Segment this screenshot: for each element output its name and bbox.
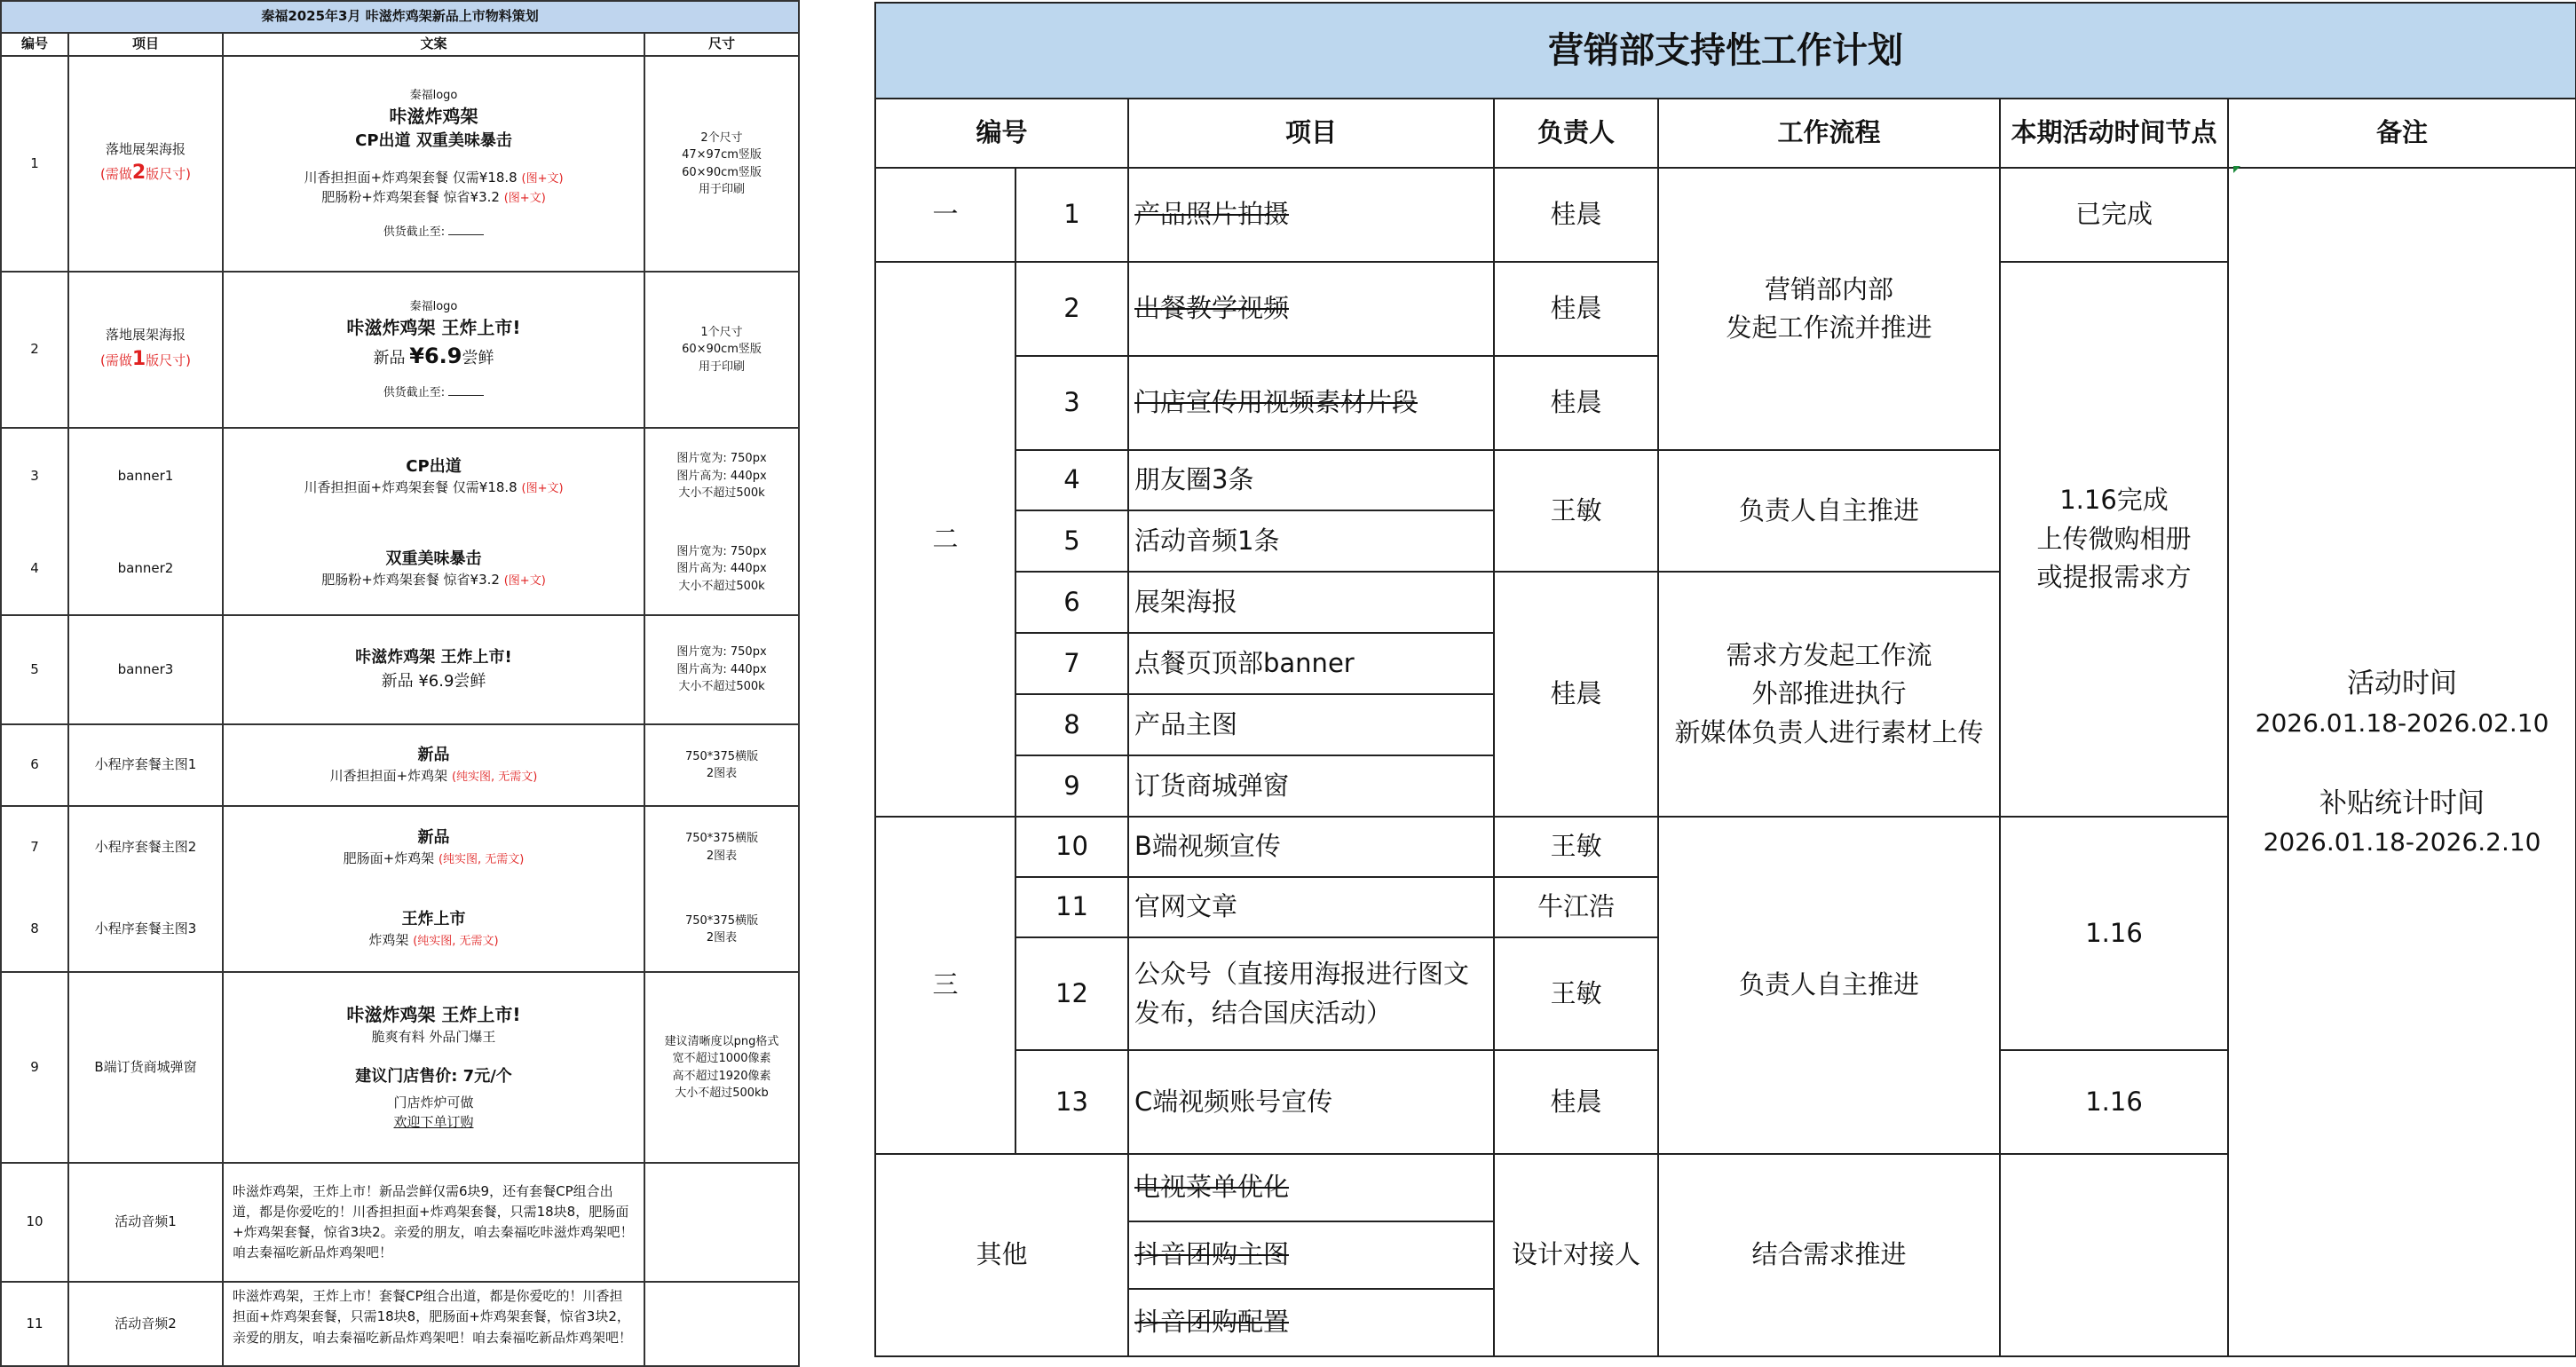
row-item[interactable]: banner2 [68,524,223,615]
right-sheet-title: 营销部支持性工作计划 [875,3,2576,99]
marketing-plan-table [874,2,2576,1357]
left-sheet [0,0,845,1367]
copy-title: 新品 [417,827,450,847]
copy-footer: 供货截止至: [224,224,644,241]
empty-cell [799,724,846,806]
size-line: 60×90cm竖版 [682,165,762,179]
row-item[interactable]: 朋友圈3条 [1128,450,1494,510]
left-header-row [1,33,846,56]
row-number[interactable]: 11 [1,1282,68,1366]
copy-line: 肥肠粉+炸鸡架套餐 惊省¥3.2 (图+文) [321,189,546,206]
size-line: 高不超过1920像素 [672,1069,771,1083]
activity-time-label: 活动时间 [2347,668,2458,699]
notes-cell[interactable] [2228,168,2576,1356]
row-number[interactable]: 12 [1015,937,1128,1050]
empty-cell [799,524,846,615]
size-line: 大小不超过500kb [675,1086,769,1100]
header-item[interactable]: 项目 [68,33,223,56]
timeline-line: 或提报需求方 [2036,562,2192,593]
copy-footer: 供货截止至: [224,384,644,402]
row-size[interactable] [644,888,799,972]
row-copy[interactable] [223,428,644,524]
row-owner[interactable]: 桂晨 [1494,168,1658,262]
row-size[interactable] [644,524,799,615]
row-number[interactable]: 2 [1015,262,1128,356]
timeline-cell[interactable]: 已完成 [2000,168,2228,262]
row-item[interactable]: 展架海报 [1128,572,1494,633]
row-number[interactable]: 3 [1,428,68,524]
row-item[interactable] [68,272,223,428]
copy-subtitle: 脆爽有料 外品门爆王 [371,1029,496,1046]
copy-line: 炸鸡架 (纯实图, 无需文) [368,932,499,949]
row-size[interactable] [644,806,799,888]
table-row [1,56,846,272]
group-label[interactable]: 二 [875,262,1015,817]
logo-text: 秦福logo [409,88,458,102]
row-size[interactable] [644,724,799,806]
row-size[interactable] [644,615,799,724]
row-number[interactable]: 7 [1015,633,1128,694]
activity-time-value: 2026.01.18-2026.02.10 [2255,707,2549,738]
header-size[interactable]: 尺寸 [644,33,799,56]
row-item[interactable]: 电视菜单优化 [1128,1154,1494,1221]
size-line: 大小不超过500k [678,579,765,593]
size-line: 47×97cm竖版 [682,148,762,162]
copy-price: 新品 ¥6.9尝鲜 [373,344,494,369]
copy-line: 川香担担面+炸鸡架套餐 仅需¥18.8 (图+文) [304,170,564,186]
size-line: 2图表 [706,767,738,780]
row-copy[interactable] [223,272,644,428]
row-item[interactable] [1128,937,1494,1050]
row-number[interactable]: 10 [1015,817,1128,877]
row-owner[interactable]: 设计对接人 [1494,1154,1658,1356]
row-number[interactable]: 7 [1,806,68,888]
copy-subtitle: CP出道 双重美味暴击 [355,131,512,151]
size-line: 图片高为: 440px [676,469,767,483]
size-line: 大小不超过500k [678,680,765,694]
copy-title: 咔滋炸鸡架 王炸上市! [346,1004,521,1026]
row-item[interactable]: banner1 [68,428,223,524]
item-line: 发布，结合国庆活动） [1134,997,1393,1028]
group-label[interactable]: 三 [875,817,1015,1154]
size-line: 750*375横版 [684,913,759,928]
process-cell[interactable] [1658,572,2000,817]
process-cell[interactable] [1658,168,2000,450]
table-row [1,972,846,1163]
row-item[interactable] [68,56,223,272]
table-row [1,428,846,524]
group-label[interactable]: 一 [875,168,1015,262]
row-size[interactable] [644,1163,799,1282]
row-copy[interactable] [223,888,644,972]
logo-text: 秦福logo [409,299,458,313]
row-size[interactable] [644,272,799,428]
row-size[interactable] [644,428,799,524]
copy-title: 新品 [417,746,450,765]
header-copy[interactable]: 文案 [223,33,644,56]
copy-line: 门店炸炉可做 [393,1094,474,1111]
row-number[interactable]: 9 [1015,755,1128,817]
size-line: 2个尺寸 [700,130,743,145]
empty-cell [799,888,846,972]
process-line: 需求方发起工作流 [1726,639,1932,670]
row-item[interactable]: 点餐页顶部banner [1128,633,1494,694]
left-sheet-title: 秦福2025年3月 咔滋炸鸡架新品上市物料策划 [1,1,799,33]
process-cell[interactable]: 负责人自主推进 [1658,817,2000,1154]
process-cell[interactable]: 结合需求推进 [1658,1154,2000,1356]
size-line: 建议清晰度以png格式 [664,1034,779,1048]
copy-title: 咔滋炸鸡架 [389,106,478,128]
row-number[interactable]: 5 [1015,510,1128,572]
row-owner[interactable]: 桂晨 [1494,356,1658,450]
group-label[interactable]: 其他 [875,1154,1128,1356]
row-owner[interactable]: 牛江浩 [1494,877,1658,937]
row-number[interactable]: 8 [1,888,68,972]
table-row [1,272,846,428]
item-label: 落地展架海报 [105,140,186,157]
timeline-line: 1.16完成 [2059,485,2169,516]
row-number[interactable]: 1 [1015,168,1128,262]
item-label: 落地展架海报 [105,327,186,344]
row-item[interactable]: B端订货商城弹窗 [68,972,223,1163]
header-process[interactable]: 工作流程 [1658,99,2000,168]
row-owner[interactable]: 桂晨 [1494,572,1658,817]
timeline-cell[interactable] [2000,262,2228,817]
row-item[interactable]: 抖音团购主图 [1128,1221,1494,1289]
copy-title: 双重美味暴击 [385,549,482,569]
process-line: 外部推进执行 [1751,678,1907,709]
right-sheet [874,2,2575,1365]
table-row [875,168,2576,262]
left-materials-table [0,0,846,1367]
order-link[interactable]: 欢迎下单订购 [393,1113,474,1130]
size-line: 图片宽为: 750px [676,544,767,558]
row-item[interactable]: 小程序套餐主图2 [68,806,223,888]
size-line: 宽不超过1000像素 [672,1052,771,1065]
header-notes[interactable]: 备注 [2228,99,2576,168]
table-row [1,524,846,615]
copy-title: 王炸上市 [401,910,466,929]
row-item[interactable]: 小程序套餐主图3 [68,888,223,972]
row-number[interactable]: 11 [1015,877,1128,937]
size-line: 用于印刷 [699,183,746,196]
row-item[interactable]: C端视频账号宣传 [1128,1050,1494,1154]
header-number[interactable]: 编号 [1,33,68,56]
empty-cell [799,972,846,1163]
empty-cell [799,615,846,724]
empty-cell [799,1163,846,1282]
item-note: (需做1版尺寸) [99,347,192,370]
row-number[interactable]: 10 [1,1163,68,1282]
empty-cell [799,33,846,56]
subsidy-time-value: 2026.01.18-2026.2.10 [2263,827,2541,857]
empty-cell [799,806,846,888]
row-item[interactable]: 活动音频1条 [1128,510,1494,572]
size-line: 图片宽为: 750px [676,452,767,466]
empty-cell [799,1,846,33]
size-line: 图片宽为: 750px [676,645,767,660]
item-line: 公众号（直接用海报进行图文 [1134,959,1470,989]
size-line: 1个尺寸 [700,325,743,339]
row-number[interactable]: 5 [1,615,68,724]
row-owner[interactable]: 桂晨 [1494,262,1658,356]
timeline-cell[interactable] [2000,1154,2228,1356]
row-number[interactable]: 3 [1015,356,1128,450]
row-copy[interactable] [223,56,644,272]
row-number[interactable]: 2 [1,272,68,428]
timeline-cell[interactable]: 1.16 [2000,817,2228,1050]
table-row [1,1282,846,1366]
process-line: 发起工作流并推进 [1726,312,1932,343]
row-item[interactable]: 订货商城弹窗 [1128,755,1494,817]
row-item[interactable]: 小程序套餐主图1 [68,724,223,806]
row-number[interactable]: 4 [1,524,68,615]
row-item[interactable]: 产品主图 [1128,694,1494,755]
row-owner[interactable]: 王敏 [1494,817,1658,877]
size-line: 大小不超过500k [678,486,765,501]
copy-line: 新品 ¥6.9尝鲜 [381,671,486,691]
size-line: 60×90cm竖版 [682,343,762,357]
timeline-cell[interactable]: 1.16 [2000,1050,2228,1154]
copy-line: 肥肠粉+炸鸡架套餐 惊省¥3.2 (图+文) [321,572,546,589]
header-owner[interactable]: 负责人 [1494,99,1658,168]
header-number[interactable]: 编号 [875,99,1128,168]
row-owner[interactable]: 王敏 [1494,937,1658,1050]
row-copy[interactable] [223,524,644,615]
table-row [1,1163,846,1282]
copy-title: 咔滋炸鸡架 王炸上市! [355,648,512,668]
cell-comment-marker[interactable] [2233,166,2240,173]
size-line: 用于印刷 [699,360,746,374]
row-item[interactable]: 抖音团购配置 [1128,1289,1494,1356]
row-item[interactable]: 活动音频2 [68,1282,223,1366]
right-header-row [875,99,2576,168]
size-line: 750*375横版 [684,832,759,845]
row-owner[interactable]: 桂晨 [1494,1050,1658,1154]
process-line: 新媒体负责人进行素材上传 [1674,716,1984,747]
row-copy[interactable] [223,724,644,806]
row-number[interactable]: 1 [1,56,68,272]
subsidy-time-label: 补贴统计时间 [2319,786,2485,819]
table-row [1,724,846,806]
row-number[interactable]: 9 [1,972,68,1163]
row-item[interactable]: 官网文章 [1128,877,1494,937]
row-copy[interactable] [223,806,644,888]
row-number[interactable]: 6 [1,724,68,806]
row-number[interactable]: 4 [1015,450,1128,510]
row-copy[interactable] [223,972,644,1163]
empty-cell [799,272,846,428]
row-size[interactable] [644,56,799,272]
row-item[interactable]: 出餐教学视频 [1128,262,1494,356]
row-copy[interactable]: 咔滋炸鸡架，王炸上市！套餐CP组合出道，都是你爱吃的！川香担担面+炸鸡架套餐，只需18块8，肥肠面+炸鸡架套餐，惊省3块2，亲爱的朋友，咱去秦福吃新品炸鸡架吧！咱去秦福吃新品炸鸡架吧！ [223,1282,644,1366]
row-number[interactable]: 13 [1015,1050,1128,1154]
size-line: 2图表 [706,931,738,944]
row-number[interactable]: 6 [1015,572,1128,633]
row-number[interactable]: 8 [1015,694,1128,755]
copy-line: 川香担担面+炸鸡架 (纯实图, 无需文) [329,768,538,785]
empty-cell [799,56,846,272]
copy-line: 肥肠面+炸鸡架 (纯实图, 无需文) [343,849,525,866]
size-line: 图片高为: 440px [676,562,767,576]
table-row [1,888,846,972]
item-note: (需做2版尺寸) [99,162,192,185]
empty-cell [799,428,846,524]
size-line: 2图表 [706,849,738,863]
table-row [1,806,846,888]
row-copy[interactable]: 咔滋炸鸡架，王炸上市！新品尝鲜仅需6块9，还有套餐CP组合出道，都是你爱吃的！川香担担面+炸鸡架套餐，只需18块8，肥肠面+炸鸡架套餐，惊省3块2。亲爱的朋友，咱去秦福吃咔滋炸鸡架吧！咱去秦福吃新品炸鸡架吧！ [223,1163,644,1282]
row-size[interactable] [644,1282,799,1366]
process-cell[interactable]: 负责人自主推进 [1658,450,2000,572]
process-line: 营销部内部 [1764,273,1893,304]
row-item[interactable]: banner3 [68,615,223,724]
row-item[interactable]: 门店宣传用视频素材片段 [1128,356,1494,450]
row-item[interactable]: 活动音频1 [68,1163,223,1282]
timeline-line: 上传微购相册 [2036,523,2192,554]
table-row [1,615,846,724]
copy-title: 咔滋炸鸡架 王炸上市! [346,317,521,339]
row-owner[interactable]: 王敏 [1494,450,1658,572]
copy-price: 建议门店售价: 7元/个 [355,1067,512,1086]
size-line: 图片高为: 440px [676,662,767,676]
header-item[interactable]: 项目 [1128,99,1494,168]
copy-title: CP出道 [406,456,462,476]
row-item[interactable]: 产品照片拍摄 [1128,168,1494,262]
header-timeline[interactable]: 本期活动时间节点 [2000,99,2228,168]
row-item[interactable]: B端视频宣传 [1128,817,1494,877]
copy-line: 川香担担面+炸鸡架套餐 仅需¥18.8 (图+文) [304,478,564,495]
row-size[interactable] [644,972,799,1163]
row-copy[interactable] [223,615,644,724]
size-line: 750*375横版 [684,749,759,763]
empty-cell [799,1282,846,1366]
